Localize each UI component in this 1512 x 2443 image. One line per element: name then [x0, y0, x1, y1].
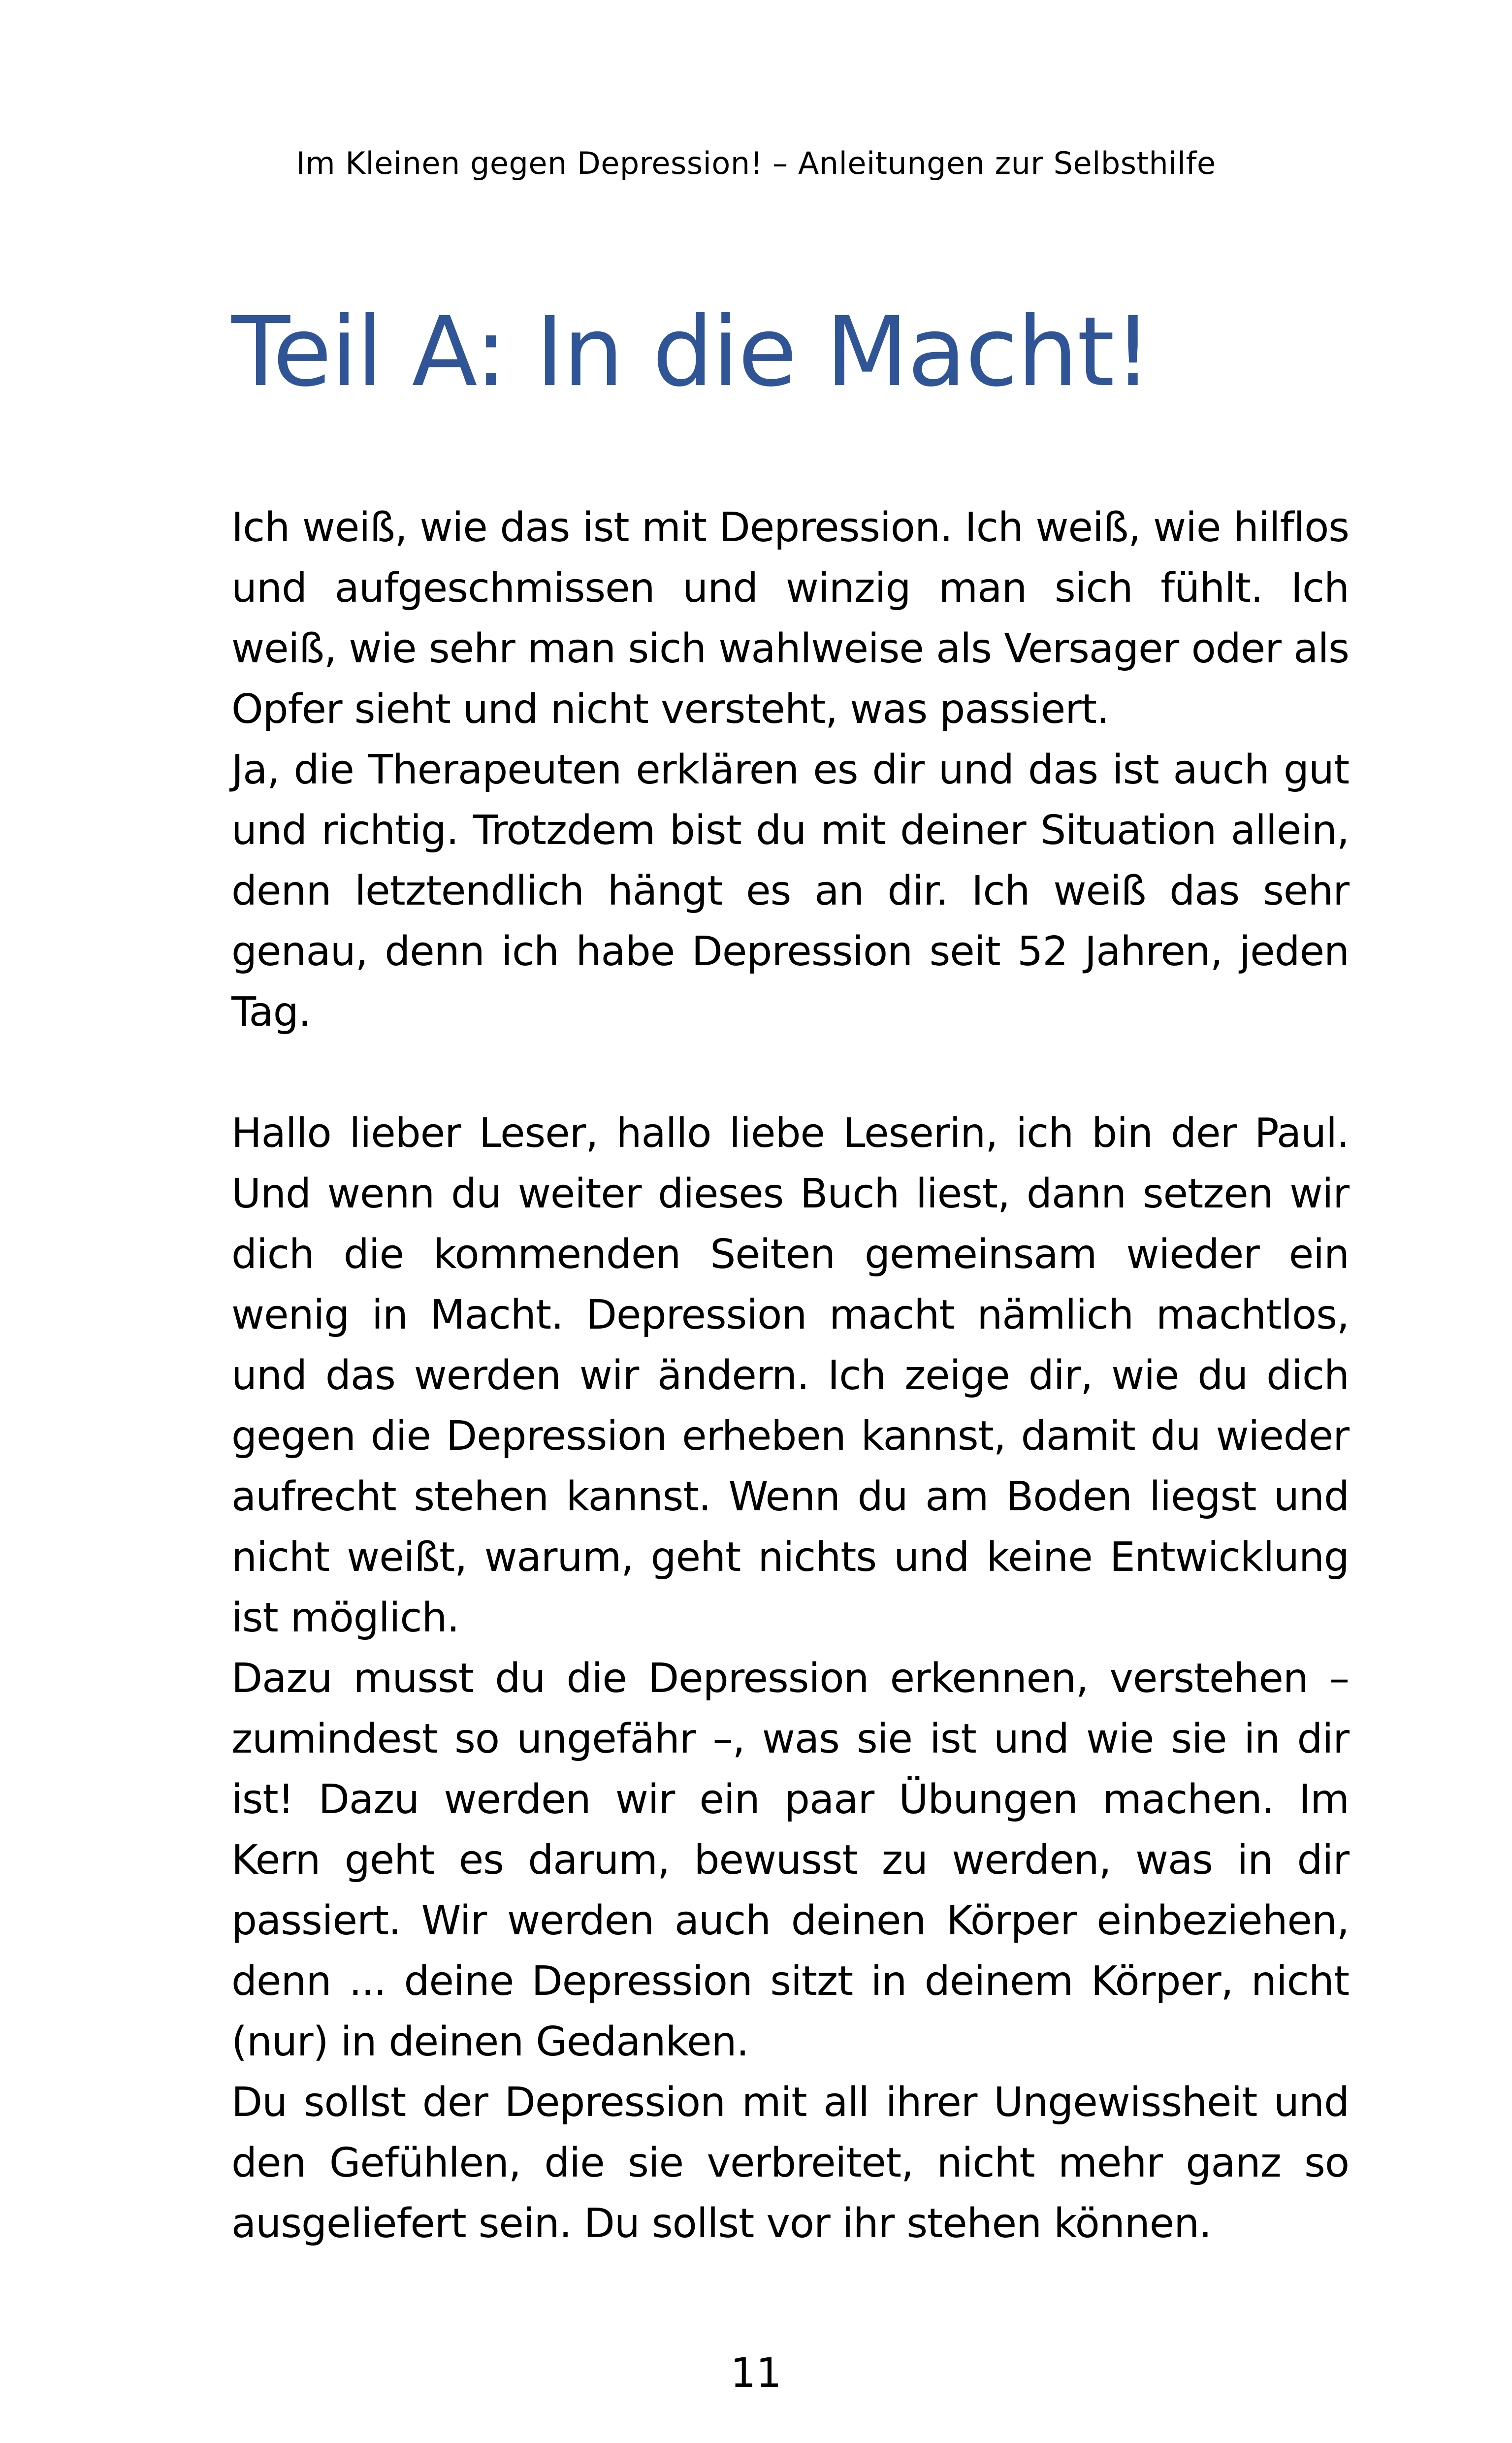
page-number: 11 — [730, 2350, 782, 2397]
paragraph-5: Du sollst der Depression mit all ihrer Ungewissheit und den Gefühlen, die sie verbreitet, nicht mehr ganz so ausgeliefert sein. Du sollst vor ihr stehen können. — [231, 2079, 1349, 2247]
body-text — [231, 497, 1349, 2254]
running-header: Im Kleinen gegen Depression! – Anleitungen zur Selbsthilfe — [296, 145, 1216, 181]
paragraph-2: Ja, die Therapeuten erklären es dir und das ist auch gut und richtig. Trotzdem bist du mit deiner Situation allein, denn letztendlich hängt es an dir. Ich weiß das sehr genau, denn ich habe Depression seit 52 Jahren, jeden Tag. — [231, 747, 1349, 1036]
chapter-title: Teil A: In die Macht! — [231, 296, 1152, 408]
paragraph-spacer — [231, 1042, 1349, 1103]
paragraph-3: Hallo lieber Leser, hallo liebe Leserin, ich bin der Paul. Und wenn du weiter dieses Buch liest, dann setzen wir dich die kommenden Seiten gemeinsam wieder ein wenig in Macht. Depression macht nämlich machtlos, und das werden wir ändern. Ich zeige dir, wie du dich gegen die Depression erheben kannst, damit du wieder aufrecht stehen kannst. Wenn du am Boden liegst und nicht weißt, warum, geht nichts und keine Entwicklung ist möglich. — [231, 1110, 1349, 1641]
paragraph-4: Dazu musst du die Depression erkennen, verstehen – zumindest so ungefähr –, was sie ist und wie sie in dir ist! Dazu werden wir ein paar Übungen machen. Im Kern geht es darum, bewusst zu werden, was in dir passiert. Wir werden auch deinen Körper einbeziehen, denn ... deine Depression sitzt in deinem Körper, nicht (nur) in deinen Gedanken. — [231, 1655, 1349, 2065]
paragraph-1: Ich weiß, wie das ist mit Depression. Ich weiß, wie hilflos und aufgeschmissen und winzig man sich fühlt. Ich weiß, wie sehr man sich wahlweise als Versager oder als Opfer sieht und nicht versteht, was passiert. — [231, 504, 1349, 733]
